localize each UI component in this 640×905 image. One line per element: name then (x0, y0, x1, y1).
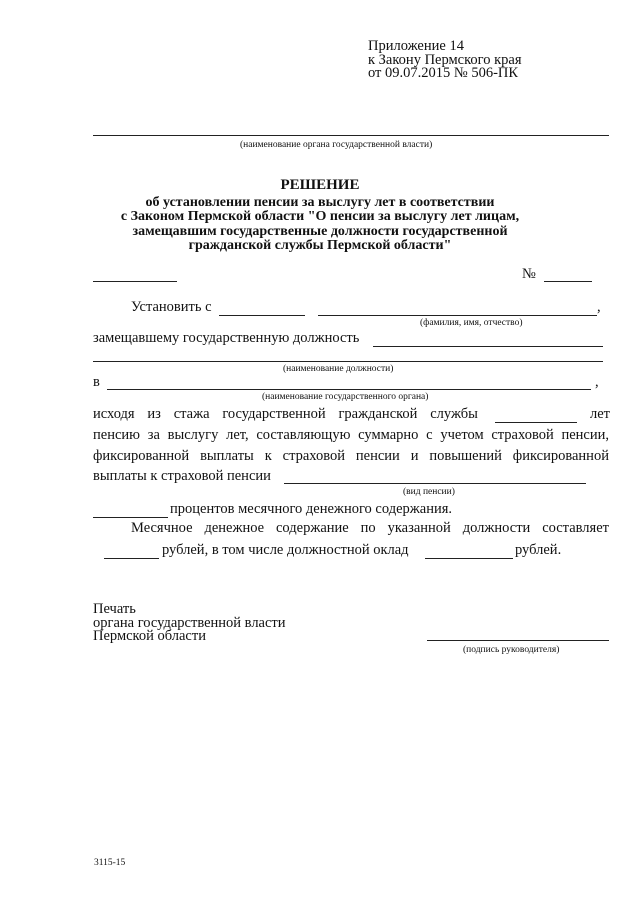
authority-caption: (наименование органа государственной власти) (240, 140, 433, 150)
percent-line (93, 517, 168, 518)
organ-line (107, 389, 591, 390)
start-date-line (219, 315, 305, 316)
number-label: № (522, 266, 536, 282)
p6-word: указанной (387, 520, 451, 536)
fio-comma: , (597, 299, 601, 315)
annex-line-1: Приложение 14 (368, 38, 464, 54)
rubles-text: рублей, в том числе должностной оклад (162, 542, 409, 558)
title-heading: РЕШЕНИЕ (280, 177, 360, 193)
p3-word: фиксированной (93, 448, 190, 464)
p6-word: содержание (276, 520, 349, 536)
signature-line (427, 640, 609, 641)
years-label: лет (590, 406, 611, 422)
position-label: замещавшему государственную должность (93, 330, 360, 346)
p2-word: пенсии, (561, 427, 609, 443)
p3-word: фиксированной (512, 448, 609, 464)
p6-word: по (360, 520, 376, 536)
paragraph-2-words (93, 427, 609, 444)
number-line (544, 281, 592, 282)
establish-label: Установить с (131, 299, 212, 315)
signature-caption: (подпись руководителя) (463, 645, 560, 655)
p1-word: из (147, 406, 161, 422)
stamp-line-1: Печать (93, 601, 136, 617)
stamp-line-2: органа государственной власти (93, 614, 286, 631)
paragraph-1-words (93, 406, 478, 423)
p2-word: лет, (226, 427, 249, 443)
pension-type-caption: (вид пенсии) (403, 487, 455, 497)
p3-word: страховой (282, 448, 345, 464)
organ-caption: (наименование государственного органа) (262, 392, 429, 402)
annex-line-2: к Закону Пермского края (368, 51, 522, 68)
p2-word: за (147, 427, 160, 443)
p2-word: пенсию (93, 427, 140, 443)
p2-word: с (426, 427, 433, 443)
p6-word: должности (462, 520, 531, 536)
p2-word: суммарно (358, 427, 419, 443)
title-line-2: с Законом Пермской области "О пенсии за выслугу лет лицам, (120, 209, 520, 224)
salary-amount-line (104, 558, 159, 559)
p6-word: Месячное (131, 520, 193, 536)
annex-block (368, 40, 522, 81)
p2-word: выслугу (167, 427, 219, 443)
paragraph-3-words (93, 448, 609, 465)
annex-line-3: от 09.07.2015 № 506-ПК (368, 65, 519, 81)
document-title (0, 178, 640, 254)
title-line-4: гражданской службы Пермской области" (188, 238, 452, 253)
p3-word: выплаты (200, 448, 254, 464)
position-line-2 (93, 361, 603, 362)
rubles-end: рублей. (515, 542, 562, 558)
p3-word: пенсии (355, 448, 400, 464)
p6-word: составляет (542, 520, 609, 536)
p2-word: составляющую (256, 427, 351, 443)
p1-word: исходя (93, 406, 135, 422)
p2-word: учетом (440, 427, 484, 443)
p3-word: повышений (429, 448, 502, 464)
p3-word: к (264, 448, 272, 464)
p1-word: государственной (222, 406, 326, 422)
title-line-3: замещавшим государственные должности государственной (132, 223, 508, 239)
paragraph-6-words (131, 520, 609, 537)
official-salary-line (425, 558, 513, 559)
p1-word: гражданской (338, 406, 418, 422)
pension-type-line (284, 483, 586, 484)
stamp-block (93, 603, 286, 644)
p1-word: стажа (173, 406, 210, 422)
position-line-1 (373, 346, 603, 347)
footer-code: 3115-15 (94, 858, 126, 868)
p1-word: службы (430, 406, 478, 422)
paragraph-4-text: выплаты к страховой пенсии (93, 468, 271, 484)
title-line-1: об установлении пенсии за выслугу лет в соответствии (145, 194, 495, 210)
p2-word: страховой (491, 427, 554, 443)
p3-word: и (410, 448, 419, 464)
organ-comma: , (595, 374, 599, 390)
p6-word: денежное (204, 520, 265, 536)
in-label: в (93, 374, 100, 390)
position-caption: (наименование должности) (283, 364, 394, 374)
fio-line (318, 315, 597, 316)
fio-caption: (фамилия, имя, отчество) (420, 318, 523, 328)
authority-name-line (93, 135, 609, 136)
stamp-line-3: Пермской области (93, 628, 206, 644)
percent-text: процентов месячного денежного содержания. (170, 501, 453, 517)
service-years-line (495, 422, 577, 423)
date-line (93, 281, 177, 282)
